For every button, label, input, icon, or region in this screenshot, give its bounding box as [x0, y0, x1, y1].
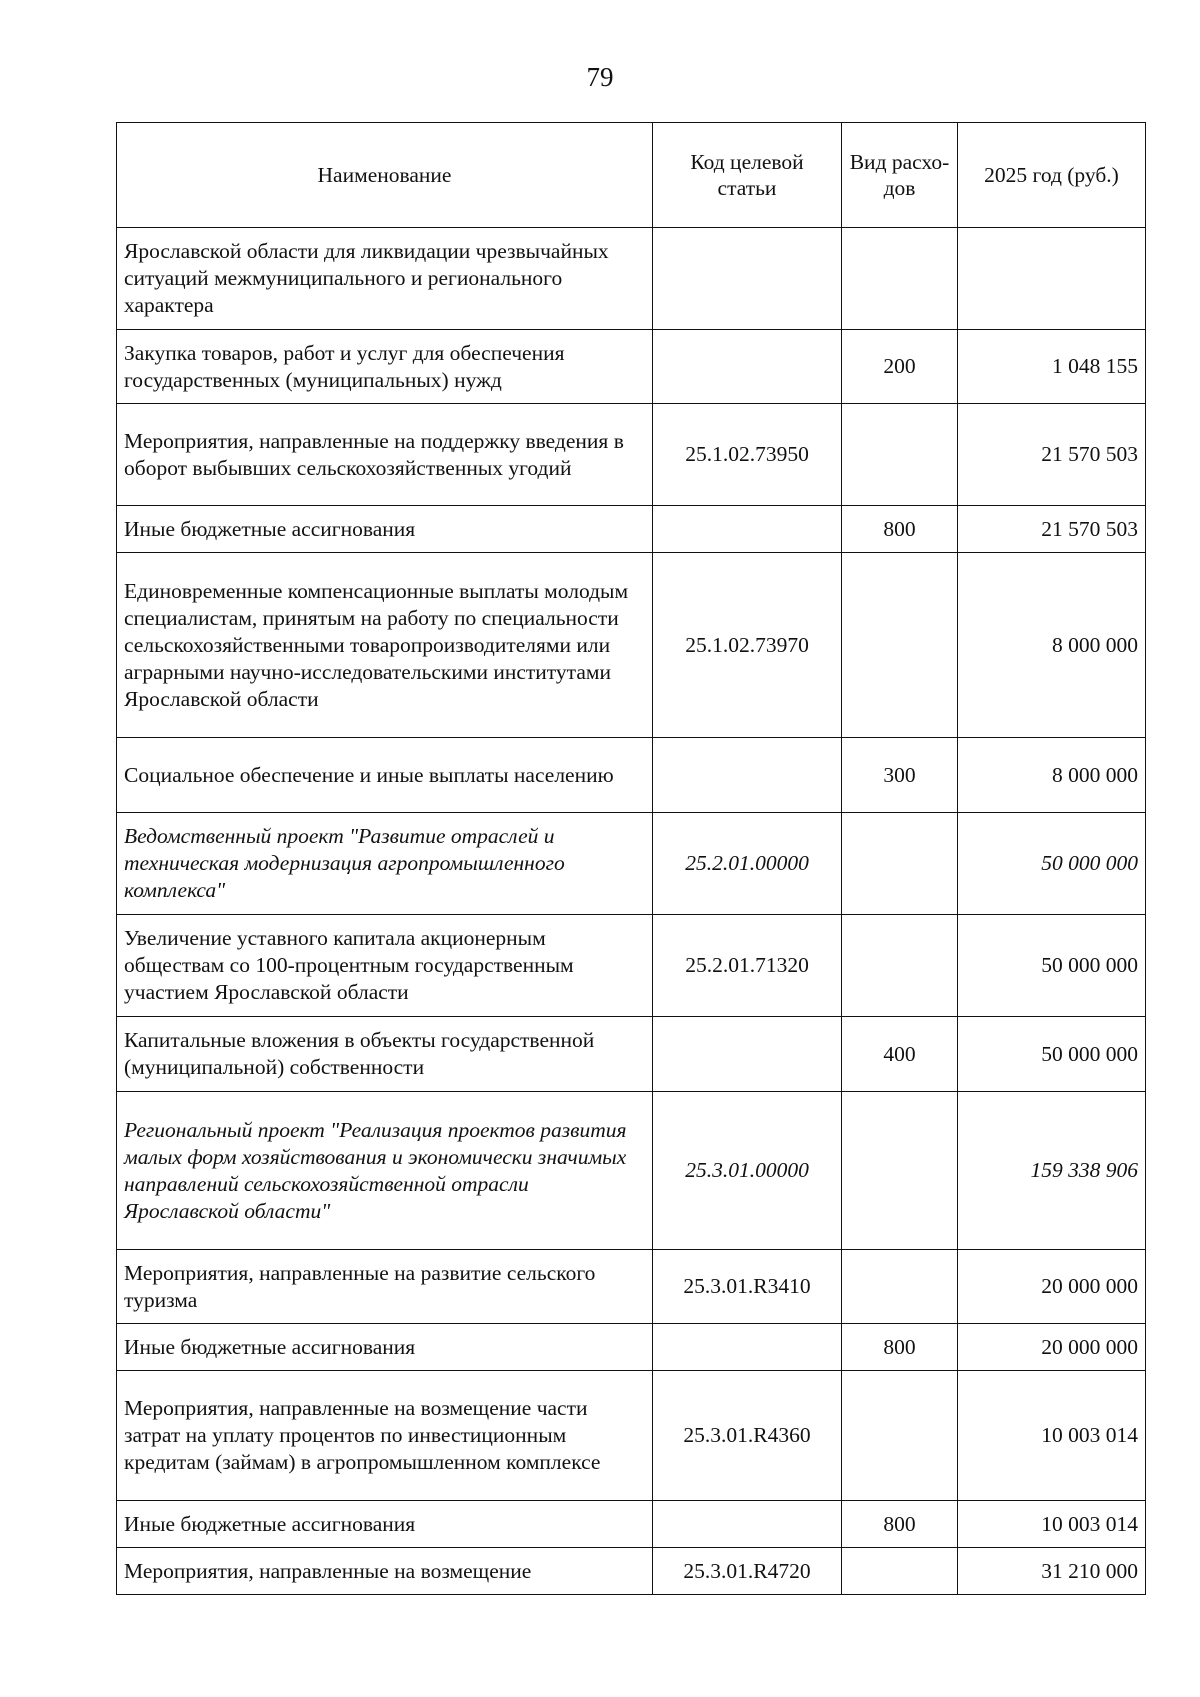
table-row [117, 330, 1146, 404]
row-amount: 10 003 014 [958, 1371, 1146, 1501]
table-row [117, 1501, 1146, 1548]
row-target-code [653, 330, 842, 404]
row-name: Ведомственный проект "Развитие отраслей и техническая модернизация агропромышленного комплекса" [117, 813, 653, 915]
row-expense-type: 800 [842, 1324, 958, 1371]
row-amount: 31 210 000 [958, 1548, 1146, 1595]
row-name: Единовременные компенсационные выплаты молодым специалистам, принятым на работу по специальности сельскохозяйственными товаропроизводителями или аграрными научно-исследовательскими институтами Ярославской области [117, 553, 653, 738]
table-row [117, 1250, 1146, 1324]
table-row [117, 738, 1146, 813]
table-row [117, 1092, 1146, 1250]
table-row [117, 228, 1146, 330]
table-row [117, 813, 1146, 915]
row-amount: 8 000 000 [958, 553, 1146, 738]
table-row [117, 1324, 1146, 1371]
row-target-code: 25.1.02.73970 [653, 553, 842, 738]
row-target-code: 25.2.01.00000 [653, 813, 842, 915]
row-name: Иные бюджетные ассигнования [117, 1324, 653, 1371]
row-target-code [653, 228, 842, 330]
row-expense-type [842, 553, 958, 738]
row-amount: 10 003 014 [958, 1501, 1146, 1548]
header-expense-type: Вид расхо-дов [842, 123, 958, 228]
table-body [117, 228, 1146, 1595]
row-amount: 159 338 906 [958, 1092, 1146, 1250]
row-name: Увеличение уставного капитала акционерным обществам со 100-процентным государственным участием Ярославской области [117, 915, 653, 1017]
row-name: Закупка товаров, работ и услуг для обеспечения государственных (муниципальных) нужд [117, 330, 653, 404]
row-expense-type: 800 [842, 1501, 958, 1548]
row-name: Мероприятия, направленные на возмещение части затрат на уплату процентов по инвестиционным кредитам (займам) в агропромышленном комплексе [117, 1371, 653, 1501]
row-target-code: 25.3.01.R3410 [653, 1250, 842, 1324]
row-name: Иные бюджетные ассигнования [117, 1501, 653, 1548]
row-amount: 21 570 503 [958, 404, 1146, 506]
row-target-code [653, 1324, 842, 1371]
table-row [117, 1017, 1146, 1092]
row-target-code [653, 1017, 842, 1092]
row-amount [958, 228, 1146, 330]
row-expense-type [842, 1092, 958, 1250]
row-expense-type [842, 1548, 958, 1595]
row-expense-type [842, 1371, 958, 1501]
table-row [117, 506, 1146, 553]
row-target-code [653, 738, 842, 813]
row-name: Ярославской области для ликвидации чрезвычайных ситуаций межмуниципального и регионального характера [117, 228, 653, 330]
row-name: Мероприятия, направленные на развитие сельского туризма [117, 1250, 653, 1324]
row-amount: 20 000 000 [958, 1250, 1146, 1324]
row-amount: 8 000 000 [958, 738, 1146, 813]
row-target-code: 25.3.01.R4720 [653, 1548, 842, 1595]
row-target-code: 25.2.01.71320 [653, 915, 842, 1017]
header-code: Код целевой статьи [653, 123, 842, 228]
table-header-row [117, 123, 1146, 228]
row-target-code [653, 506, 842, 553]
row-name: Социальное обеспечение и иные выплаты населению [117, 738, 653, 813]
row-target-code: 25.3.01.00000 [653, 1092, 842, 1250]
table-row [117, 1548, 1146, 1595]
table-row [117, 404, 1146, 506]
row-expense-type [842, 915, 958, 1017]
row-expense-type: 300 [842, 738, 958, 813]
row-name: Мероприятия, направленные на возмещение [117, 1548, 653, 1595]
row-target-code: 25.1.02.73950 [653, 404, 842, 506]
row-amount: 1 048 155 [958, 330, 1146, 404]
row-expense-type [842, 813, 958, 915]
header-year-2025: 2025 год (руб.) [958, 123, 1146, 228]
row-name: Иные бюджетные ассигнования [117, 506, 653, 553]
row-amount: 50 000 000 [958, 915, 1146, 1017]
row-amount: 20 000 000 [958, 1324, 1146, 1371]
row-expense-type [842, 1250, 958, 1324]
row-expense-type: 400 [842, 1017, 958, 1092]
row-amount: 21 570 503 [958, 506, 1146, 553]
row-expense-type: 200 [842, 330, 958, 404]
budget-table [116, 122, 1146, 1595]
table-row [117, 553, 1146, 738]
table-row [117, 915, 1146, 1017]
row-amount: 50 000 000 [958, 813, 1146, 915]
row-amount: 50 000 000 [958, 1017, 1146, 1092]
row-target-code [653, 1501, 842, 1548]
row-expense-type [842, 228, 958, 330]
table-row [117, 1371, 1146, 1501]
row-name: Мероприятия, направленные на поддержку введения в оборот выбывших сельскохозяйственных угодий [117, 404, 653, 506]
row-expense-type [842, 404, 958, 506]
page-number: 79 [586, 62, 614, 92]
row-name: Капитальные вложения в объекты государственной (муниципальной) собственности [117, 1017, 653, 1092]
row-expense-type: 800 [842, 506, 958, 553]
row-target-code: 25.3.01.R4360 [653, 1371, 842, 1501]
header-name: Наименование [117, 123, 653, 228]
row-name: Региональный проект "Реализация проектов развития малых форм хозяйствования и экономически значимых направлений сельскохозяйственной отрасли Ярославской области" [117, 1092, 653, 1250]
